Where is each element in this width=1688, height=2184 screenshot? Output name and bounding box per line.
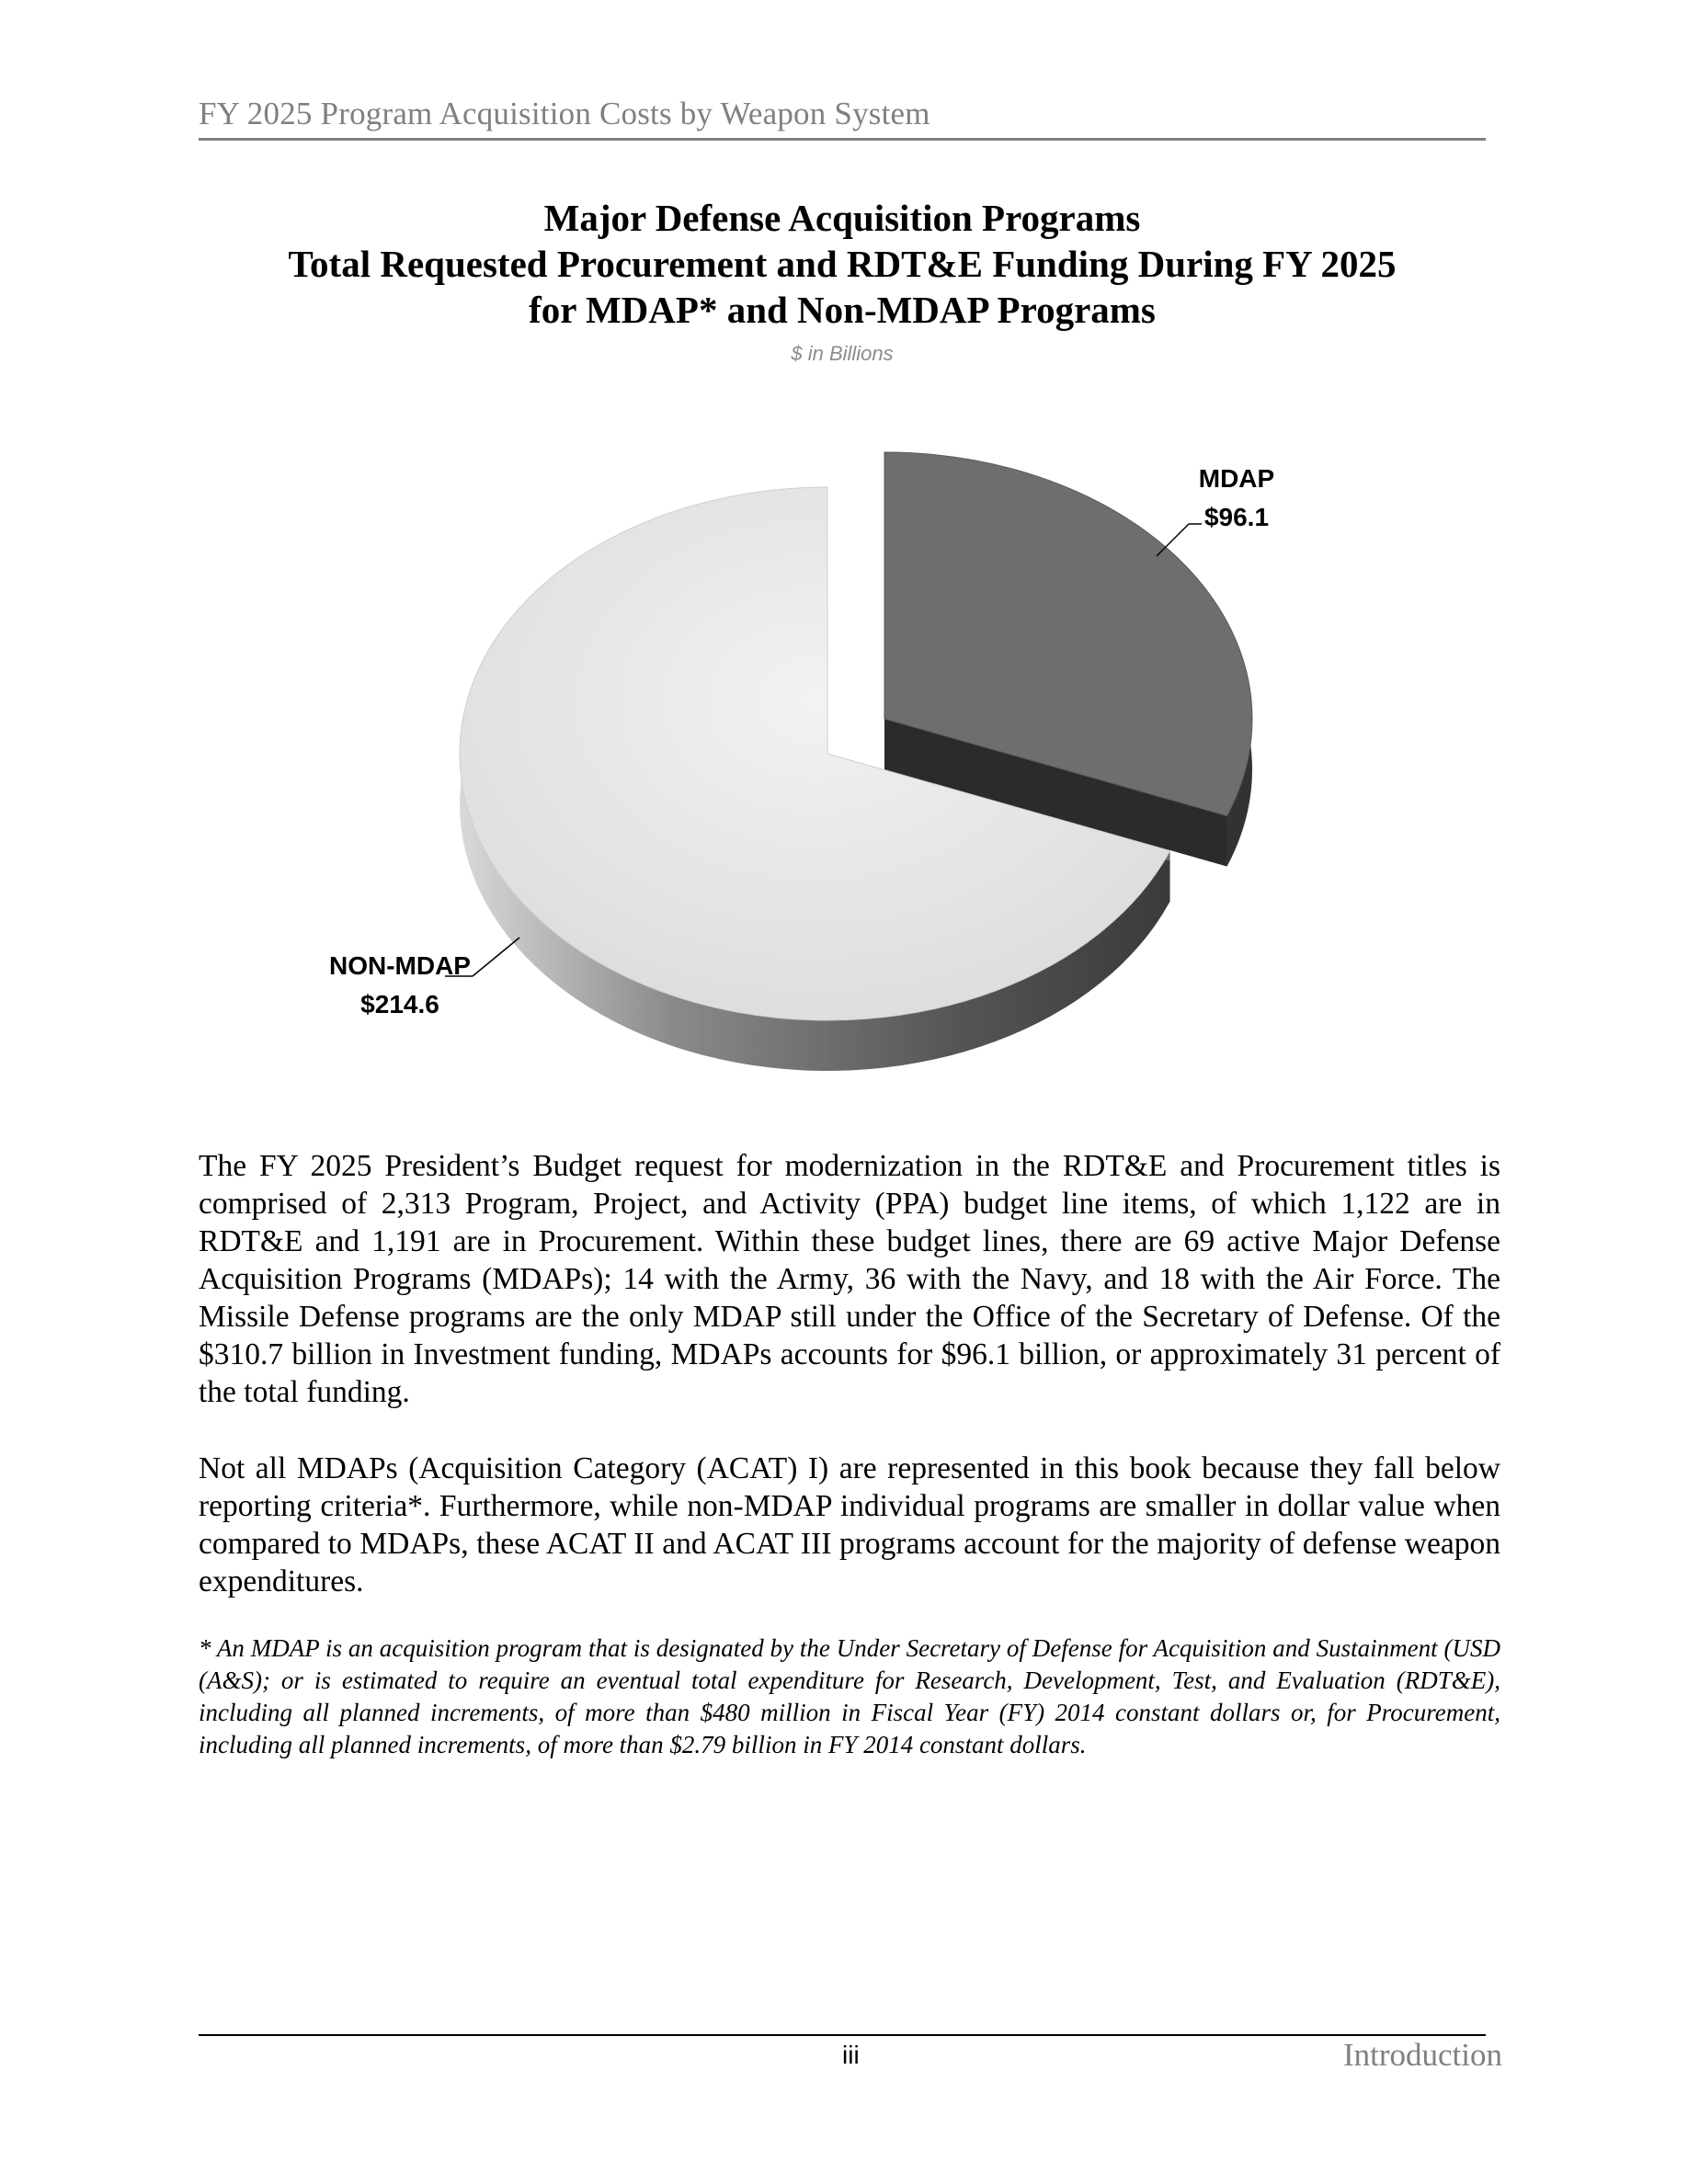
leader-line-non-mdap bbox=[473, 938, 519, 976]
footnote: * An MDAP is an acquisition program that is designated by the Under Secretary of Defense for Acquisition and Sustainment (USD (A&S); or is estimated to require an eventual total expenditure for Research, Development, Test, and Evaluation (RDT&E), including all planned increments, of more than $480 million in Fiscal Year (FY) 2014 constant dollars or, for Procurement, including all planned increments, of more than $2.79 billion in FY 2014 constant dollars. bbox=[199, 1634, 1500, 1758]
footer-rule bbox=[199, 2034, 1486, 2036]
body-paragraph-2: Not all MDAPs (Acquisition Category (ACAT) I) are represented in this book because they fall below reporting criteria*. Furthermore, while non-MDAP individual programs are smaller in dollar value when compared to MDAPs, these ACAT II and ACAT III programs account for the majority of defense weapon expenditures. bbox=[199, 1451, 1500, 1598]
footer-section: Introduction bbox=[1342, 2037, 1502, 2073]
chart-title: Major Defense Acquisition Programs bbox=[543, 197, 1141, 239]
leader-line-mdap bbox=[1157, 524, 1189, 556]
running-head: FY 2025 Program Acquisition Costs by Weapon System bbox=[199, 96, 930, 131]
slice-value-non-mdap: $214.6 bbox=[360, 990, 439, 1018]
slice-label-non-mdap: NON-MDAP bbox=[329, 951, 471, 980]
slice-value-mdap: $96.1 bbox=[1203, 503, 1270, 531]
page-number: iii bbox=[842, 2041, 860, 2069]
slice-label-mdap: MDAP bbox=[1198, 464, 1275, 493]
body-paragraph-1: The FY 2025 President’s Budget request for modernization in the RDT&E and Procurement titles is comprised of 2,313 Program, Project, and Activity (PPA) budget line items, of which 1,122 are in RDT&E and 1,191 are in Procurement. Within these budget lines, there are 69 active Major Defense Acquisition Programs (MDAPs); 14 with the Army, 36 with the Navy, and 18 with the Air Force. The Missile Defense programs are the only MDAP still under the Office of the Secretary of Defense. Of the $310.7 billion in Investment funding, MDAPs accounts for $96.1 billion, or approximately 31 percent of the total funding. bbox=[199, 1149, 1500, 1409]
chart-title-line-2: Total Requested Procurement and RDT&E Funding During FY 2025 bbox=[288, 243, 1397, 285]
chart-subtitle: $ in Billions bbox=[791, 342, 894, 365]
chart-title-line-3: for MDAP* and Non-MDAP Programs bbox=[529, 289, 1156, 331]
